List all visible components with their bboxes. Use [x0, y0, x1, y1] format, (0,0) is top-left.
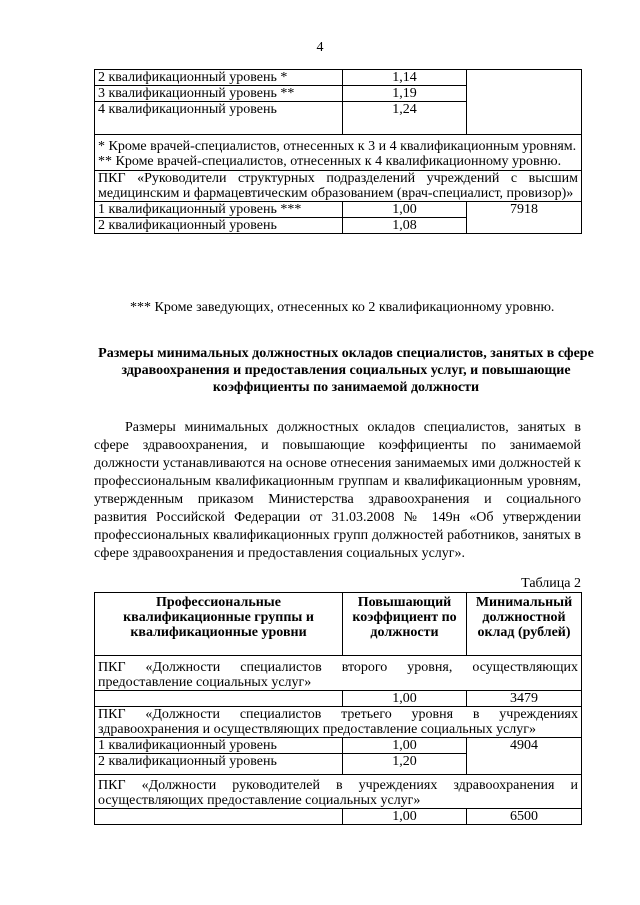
table-caption: Таблица 2	[521, 576, 581, 591]
coefficient: 1,24	[343, 102, 467, 135]
table-row	[95, 691, 582, 707]
level-name: 2 квалификационный уровень	[95, 218, 343, 234]
pkg-header-row	[95, 707, 582, 738]
minimum-salary: 6500	[467, 809, 582, 825]
coefficient: 1,00	[343, 738, 467, 754]
page-number: 4	[316, 40, 324, 55]
salary-cell	[467, 70, 582, 135]
footnotes	[95, 135, 582, 171]
coefficient: 1,08	[343, 218, 467, 234]
table-row	[95, 809, 582, 825]
minimum-salary: 7918	[467, 202, 582, 234]
column-header-coefficient: Повышающий коэффициент по должности	[343, 593, 467, 656]
level-name	[95, 691, 343, 707]
level-name: 3 квалификационный уровень **	[95, 86, 343, 102]
header-row	[95, 593, 582, 656]
column-header-groups: Профессиональные квалификационные группы и квалификационные уровни	[95, 593, 343, 656]
pkg-header: ПКГ «Должности специалистов второго уровня, осуществляющих предоставление социальных услуг»	[95, 656, 582, 691]
coefficient: 1,19	[343, 86, 467, 102]
level-name: 1 квалификационный уровень	[95, 738, 343, 754]
minimum-salary: 3479	[467, 691, 582, 707]
coefficient: 1,00	[343, 809, 467, 825]
level-name: 2 квалификационный уровень *	[95, 70, 343, 86]
pkg-header-row	[95, 775, 582, 809]
coefficient: 1,14	[343, 70, 467, 86]
minimum-salary: 4904	[467, 738, 582, 775]
level-name: 2 квалификационный уровень	[95, 754, 343, 775]
level-name: 4 квалификационный уровень	[95, 102, 343, 135]
table-row	[95, 738, 582, 754]
pkg-header: ПКГ «Должности руководителей в учреждениях здравоохранения и осуществляющих предоставление социальных услуг»	[95, 775, 582, 809]
coefficient: 1,00	[343, 202, 467, 218]
pkg-header: ПКГ «Руководители структурных подразделений учреждений с высшим медицинским и фармацевтическим образованием (врач-специалист, провизор)»	[95, 171, 582, 202]
pkg-header: ПКГ «Должности специалистов третьего уровня в учреждениях здравоохранения и осуществляющих предоставление социальных услуг»	[95, 707, 582, 738]
body-paragraph: Размеры минимальных должностных окладов специалистов, занятых в сфере здравоохранения, и повышающие коэффициенты по занимаемой должности устанавливаются на основе отнесения занимаемых ими должностей к профессиональным квалификационным группам и квалификационным уровням, утвержденным приказом Министерства здравоохранения и социального развития Российской Федерации от 31.03.2008 № 149н «Об утверждении профессиональных квалификационных групп должностей работников, занятых в сфере здравоохранения и предоставления социальных услуг».	[94, 420, 581, 561]
footnote-3: *** Кроме заведующих, отнесенных ко 2 квалификационному уровню.	[130, 300, 555, 315]
level-name: 1 квалификационный уровень ***	[95, 202, 343, 218]
pkg-header-row	[95, 656, 582, 691]
coefficient: 1,20	[343, 754, 467, 775]
footnote-1: * Кроме врачей-специалистов, отнесенных к 3 и 4 квалификационным уровням.	[98, 139, 577, 154]
section-heading: Размеры минимальных должностных окладов специалистов, занятых в сфере здравоохранения и предоставления социальных услуг, и повышающие коэффициенты по занимаемой должности	[98, 346, 594, 395]
level-name	[95, 809, 343, 825]
pkg-header-row	[95, 171, 582, 202]
table-row	[95, 70, 582, 86]
salary-table-continued	[94, 69, 582, 234]
column-header-salary: Минимальный должностной оклад (рублей)	[467, 593, 582, 656]
footnote-row	[95, 135, 582, 171]
footnote-2: ** Кроме врачей-специалистов, отнесенных к 4 квалификационному уровню.	[98, 154, 562, 169]
table-row	[95, 202, 582, 218]
coefficient: 1,00	[343, 691, 467, 707]
salary-table-2	[94, 592, 582, 825]
